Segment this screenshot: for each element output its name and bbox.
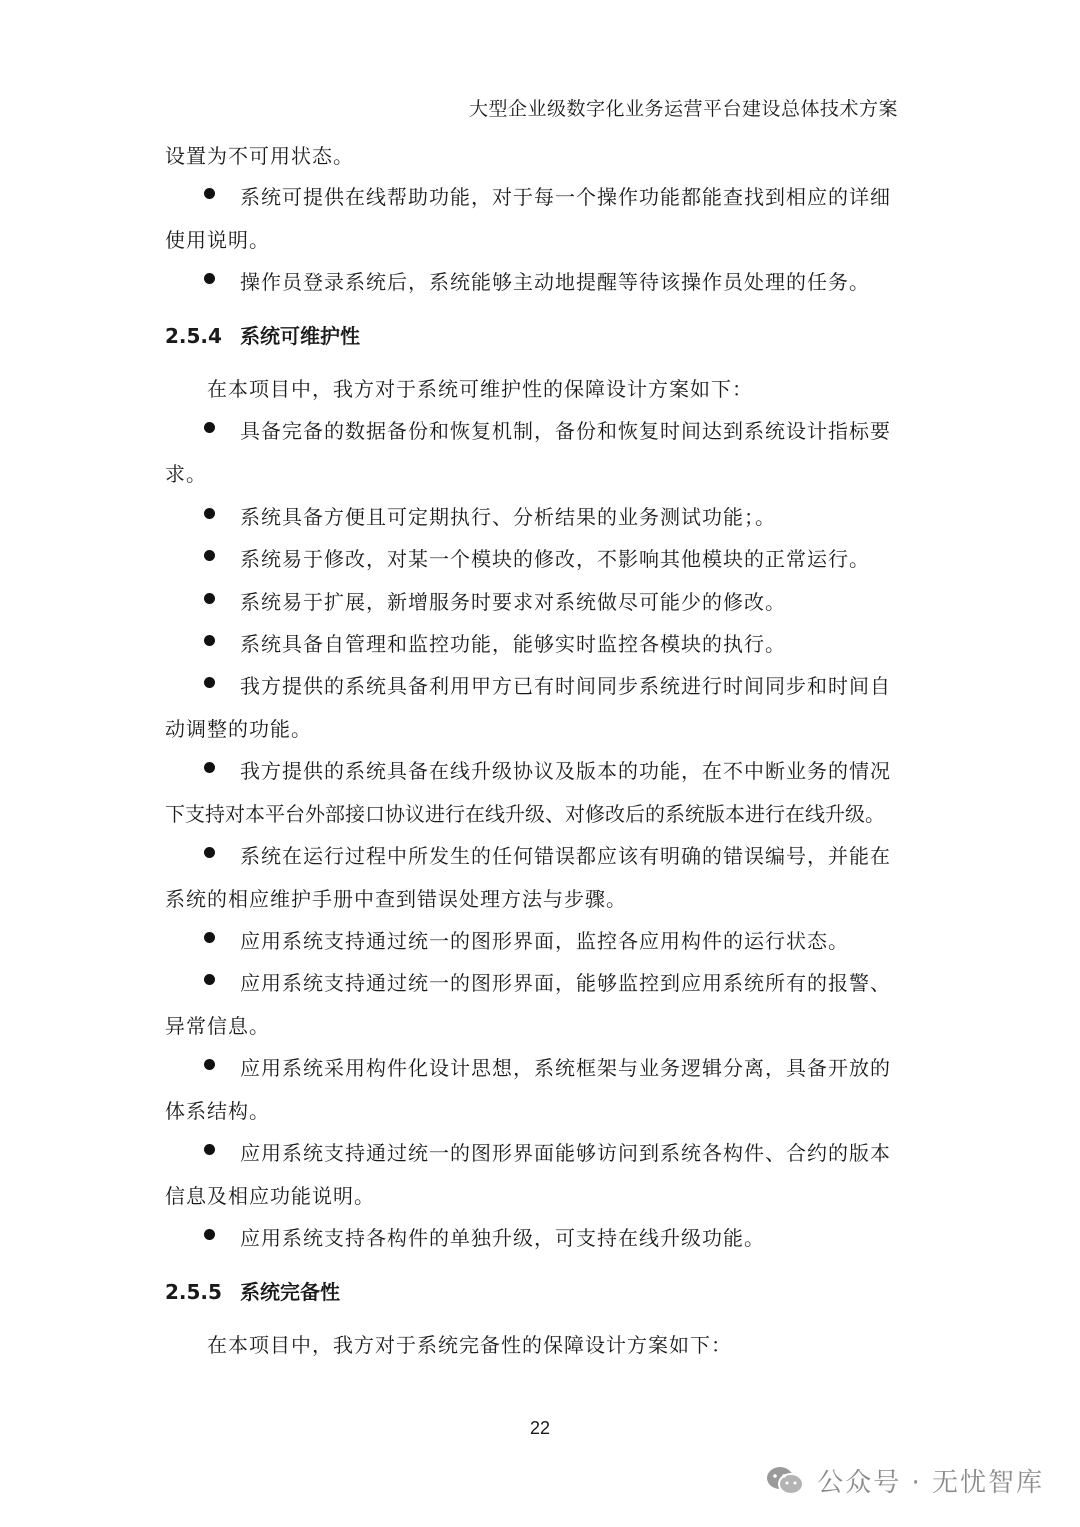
bullet-item-15: 应用系统支持各构件的单独升级，可支持在线升级功能。 <box>240 1226 765 1250</box>
bullet-item-2: 操作员登录系统后，系统能够主动地提醒等待该操作员处理的任务。 <box>240 270 870 294</box>
bullet-item-6: 系统易于扩展，新增服务时要求对系统做尽可能少的修改。 <box>240 590 786 614</box>
document-header-title: 大型企业级数字化业务运营平台建设总体技术方案 <box>468 98 898 120</box>
bullet-dot <box>204 273 215 284</box>
bullet-dot <box>204 1059 215 1070</box>
section-number: 2.5.4 <box>165 324 222 348</box>
section-title: 系统完备性 <box>239 1280 340 1304</box>
paragraph-line: 设置为不可用状态。 <box>165 144 354 168</box>
wechat-icon <box>765 1465 805 1497</box>
bullet-dot <box>204 508 215 519</box>
bullet-dot <box>204 422 215 433</box>
watermark <box>765 1462 1044 1499</box>
bullet-dot <box>204 932 215 943</box>
section-heading-2-5-4 <box>165 320 360 349</box>
bullet-dot <box>204 677 215 688</box>
section-intro: 在本项目中，我方对于系统完备性的保障设计方案如下： <box>207 1333 732 1357</box>
bullet-dot <box>204 188 215 199</box>
bullet-item-10-line-2: 系统的相应维护手册中查到错误处理方法与步骤。 <box>165 887 627 911</box>
bullet-dot <box>204 635 215 646</box>
section-intro: 在本项目中，我方对于系统可维护性的保障设计方案如下： <box>207 377 753 401</box>
bullet-item-14-line-1: 应用系统支持通过统一的图形界面能够访问到系统各构件、合约的版本 <box>240 1141 891 1165</box>
bullet-dot <box>204 974 215 985</box>
bullet-item-11: 应用系统支持通过统一的图形界面，监控各应用构件的运行状态。 <box>240 929 849 953</box>
bullet-item-1-line-1: 系统可提供在线帮助功能，对于每一个操作功能都能查找到相应的详细 <box>240 185 891 209</box>
section-heading-2-5-5 <box>165 1276 340 1305</box>
bullet-item-13-line-2: 体系结构。 <box>165 1099 270 1123</box>
bullet-item-12-line-2: 异常信息。 <box>165 1014 270 1038</box>
bullet-item-7: 系统具备自管理和监控功能，能够实时监控各模块的执行。 <box>240 632 786 656</box>
bullet-item-9-line-2: 下支持对本平台外部接口协议进行在线升级、对修改后的系统版本进行在线升级。 <box>165 802 885 826</box>
bullet-dot <box>204 762 215 773</box>
bullet-dot <box>204 847 215 858</box>
bullet-item-13-line-1: 应用系统采用构件化设计思想，系统框架与业务逻辑分离，具备开放的 <box>240 1056 891 1080</box>
bullet-item-1-line-2: 使用说明。 <box>165 228 270 252</box>
bullet-item-9-line-1: 我方提供的系统具备在线升级协议及版本的功能，在不中断业务的情况 <box>240 759 891 783</box>
bullet-item-14-line-2: 信息及相应功能说明。 <box>165 1184 375 1208</box>
bullet-dot <box>204 1144 215 1155</box>
bullet-item-8-line-1: 我方提供的系统具备利用甲方已有时间同步系统进行时间同步和时间自 <box>240 674 891 698</box>
bullet-item-3-line-1: 具备完备的数据备份和恢复机制，备份和恢复时间达到系统设计指标要 <box>240 419 891 443</box>
bullet-dot <box>204 1229 215 1240</box>
bullet-item-4: 系统具备方便且可定期执行、分析结果的业务测试功能；。 <box>240 505 776 529</box>
bullet-item-5: 系统易于修改，对某一个模块的修改，不影响其他模块的正常运行。 <box>240 547 870 571</box>
section-title: 系统可维护性 <box>239 324 360 348</box>
section-number: 2.5.5 <box>165 1280 222 1304</box>
bullet-dot <box>204 550 215 561</box>
bullet-dot <box>204 593 215 604</box>
bullet-item-12-line-1: 应用系统支持通过统一的图形界面，能够监控到应用系统所有的报警、 <box>240 971 891 995</box>
bullet-item-10-line-1: 系统在运行过程中所发生的任何错误都应该有明确的错误编号，并能在 <box>240 844 891 868</box>
page-number: 22 <box>529 1418 551 1438</box>
watermark-text: 公众号 · 无忧智库 <box>817 1468 1044 1498</box>
bullet-item-3-line-2: 求。 <box>165 462 207 486</box>
bullet-item-8-line-2: 动调整的功能。 <box>165 717 312 741</box>
